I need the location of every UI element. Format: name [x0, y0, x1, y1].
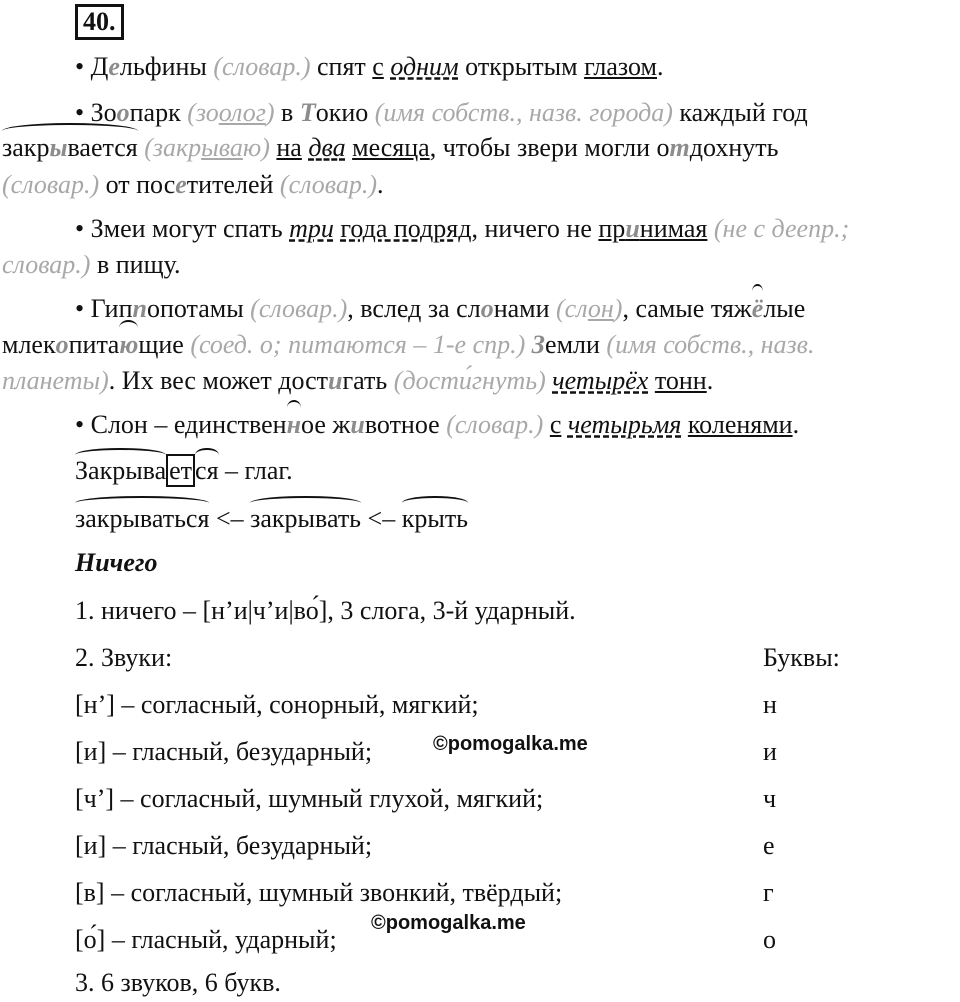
- word: тонн: [654, 366, 707, 395]
- arrow: <–: [367, 504, 396, 533]
- sound-row: [ч’] – согласный, шумный глухой, мягкий;: [75, 784, 544, 813]
- paragraph-1: [75, 52, 664, 82]
- paragraph-2-line-1: [75, 98, 808, 128]
- analysis-item-1: 1. ничего – [н’и|ч’и|во́], 3 слога, 3-й ударный.: [75, 596, 576, 625]
- watermark: ©pomogalka.me: [433, 733, 588, 755]
- arrow: <–: [215, 504, 244, 533]
- word-numeral: два: [308, 133, 346, 162]
- word-part: Зо: [90, 98, 117, 127]
- watermark: ©pomogalka.me: [371, 912, 526, 934]
- highlighted-letter: З: [531, 330, 546, 359]
- punct: .: [792, 410, 800, 439]
- note: (имя собств., назв. города): [374, 98, 673, 127]
- word: Змеи могут спать: [90, 214, 283, 243]
- word: дохнуть: [689, 133, 779, 162]
- note: (не с деепр.;: [713, 214, 850, 243]
- letter-cell: н: [763, 690, 777, 719]
- word: в пищу.: [96, 250, 181, 279]
- derivation-word: крыть: [401, 504, 469, 533]
- note: (словар.): [250, 294, 348, 323]
- word: в: [281, 98, 294, 127]
- word-part: опотамы: [146, 294, 244, 323]
- word-part: льфины: [119, 52, 207, 81]
- letter-cell: и: [763, 737, 777, 766]
- highlighted-letter: и: [328, 366, 343, 395]
- highlighted-letter: ё: [751, 294, 764, 323]
- morph-line-2: [75, 504, 468, 534]
- letters-label: Буквы:: [763, 643, 840, 672]
- highlighted-letter: Т: [299, 98, 316, 127]
- paragraph-4-line-2: [2, 330, 814, 360]
- word-part: парк: [129, 98, 181, 127]
- word: , самые тяж: [622, 294, 752, 323]
- letter-cell: е: [763, 831, 775, 860]
- analysis-item-2: 2. Звуки:: [75, 643, 173, 672]
- word: . Их вес может дост: [108, 366, 329, 395]
- paragraph-4-line-3: [2, 366, 713, 396]
- word-preposition: на: [276, 133, 302, 162]
- note: планеты): [2, 366, 109, 395]
- word-object: глазом: [584, 52, 657, 81]
- punct: .: [706, 366, 714, 395]
- word: , чтобы звери могли о: [429, 133, 670, 162]
- part-of-speech: – глаг.: [225, 456, 293, 485]
- highlighted-letter: п: [132, 294, 147, 323]
- note: (закрываю): [144, 133, 270, 162]
- word: нами: [493, 294, 550, 323]
- highlighted-letter: и: [350, 410, 365, 439]
- bullet: •: [75, 98, 85, 127]
- word: гать: [342, 366, 388, 395]
- highlighted-letter: т: [669, 133, 690, 162]
- paragraph-4-line-1: [75, 294, 805, 324]
- word: емли: [545, 330, 600, 359]
- note: (имя собств., назв.: [606, 330, 815, 359]
- word: от пос: [105, 170, 176, 199]
- word: тителей: [186, 170, 274, 199]
- sound-row: [в] – согласный, шумный звонкий, твёрдый;: [75, 878, 563, 907]
- paragraph-5: [75, 410, 799, 440]
- postfix: ся: [195, 456, 219, 485]
- word: ое ж: [301, 410, 351, 439]
- note: (дости́гнуть): [393, 366, 546, 395]
- word: , вслед за сл: [347, 294, 481, 323]
- letter-cell: ч: [763, 784, 777, 813]
- note: (зоолог): [187, 98, 275, 127]
- word: спят: [317, 52, 366, 81]
- highlighted-letter: о: [116, 98, 130, 127]
- word-preposition: с: [372, 52, 384, 81]
- bullet: •: [75, 52, 85, 81]
- word-part: окио: [315, 98, 369, 127]
- word-numeral: четырёх: [552, 366, 649, 395]
- bullet: •: [75, 214, 85, 243]
- note: (словар.): [2, 170, 100, 199]
- sound-row: [и] – гласный, безударный;: [75, 831, 373, 860]
- exercise-number: 40.: [75, 4, 124, 40]
- word-numeral: три: [289, 214, 334, 243]
- sound-row: [о́] – гласный, ударный;: [75, 925, 337, 954]
- punct: .: [657, 52, 664, 81]
- sound-row: [и] – гласный, безударный;: [75, 737, 373, 766]
- highlighted-letter: н: [286, 410, 302, 439]
- analysis-item-3: 3. 6 звуков, 6 букв.: [75, 968, 281, 997]
- word-stem: Закрыва: [75, 456, 167, 485]
- word-part: щие: [138, 330, 184, 359]
- morph-line-1: [75, 456, 293, 486]
- word-numeral: четырьмя: [567, 410, 682, 439]
- word-numeral: одним: [390, 52, 459, 81]
- derivation-word: закрываться: [75, 504, 210, 533]
- word: каждый год: [679, 98, 808, 127]
- letter-cell: о: [763, 925, 776, 954]
- word: открытым: [465, 52, 578, 81]
- word: года подряд: [340, 214, 472, 243]
- highlighted-letter: е: [108, 52, 120, 81]
- note: (словар.): [279, 170, 378, 199]
- word: Слон – единствен: [90, 410, 287, 439]
- word: , ничего не: [471, 214, 592, 243]
- highlighted-letter: о: [55, 330, 69, 359]
- paragraph-3-line-1: [75, 214, 849, 244]
- word: месяца: [352, 133, 430, 162]
- word-part: Гип: [90, 294, 133, 323]
- word: принимая: [598, 214, 708, 243]
- bullet: •: [75, 410, 85, 439]
- note: (соед. о; питаются – 1-е спр.): [190, 330, 526, 359]
- word-with-suffix-arc: закрывается: [2, 133, 138, 162]
- note: (слон): [556, 294, 623, 323]
- letter-cell: г: [763, 878, 774, 907]
- note: (словар.): [446, 410, 544, 439]
- highlighted-letter: о: [480, 294, 494, 323]
- ending-box: ет: [166, 454, 195, 487]
- sound-row: [н’] – согласный, сонорный, мягкий;: [75, 690, 479, 719]
- word: вотное: [364, 410, 440, 439]
- highlighted-letter: е: [175, 170, 187, 199]
- analysis-title: Ничего: [75, 548, 158, 577]
- paragraph-2-line-2: [2, 133, 779, 163]
- bullet: •: [75, 294, 85, 323]
- derivation-word: закрывать: [250, 504, 362, 533]
- highlighted-letter: ю: [119, 330, 139, 359]
- note: (словар.): [213, 52, 311, 81]
- paragraph-3-line-2: [2, 250, 181, 280]
- word-preposition: с: [549, 410, 562, 439]
- word-part: млек: [2, 330, 56, 359]
- word: лые: [763, 294, 806, 323]
- word: коленями: [687, 410, 793, 439]
- punct: .: [377, 170, 384, 199]
- word-part: питa: [68, 330, 120, 359]
- word-part: Д: [90, 52, 109, 81]
- paragraph-2-line-3: [2, 170, 384, 200]
- note: словар.): [2, 250, 91, 279]
